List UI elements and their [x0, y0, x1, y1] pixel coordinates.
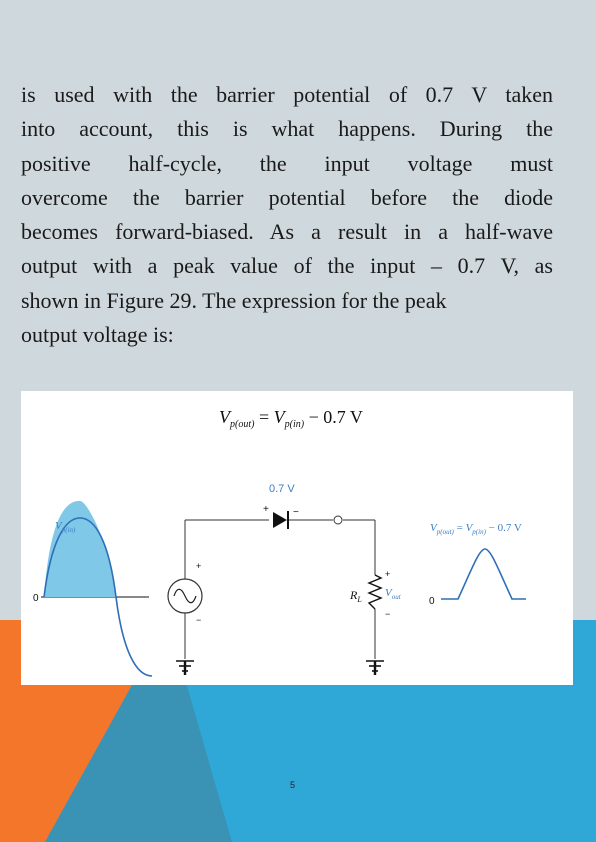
output-waveform [429, 522, 526, 607]
paragraph-line: shown in Figure 29. The expression for the peak [21, 287, 447, 313]
diode-plus-sign: + [263, 504, 269, 515]
source-plus-sign: + [196, 561, 202, 571]
peak-output-equation: $V_{p(out)} = V_{p(in)} - 0.7$ V [219, 407, 363, 430]
diode-symbol [263, 483, 299, 529]
output-peak-label: $V_{p(out)} = V_{p(in)} - 0.7$ V [430, 522, 522, 536]
circuit-wires [185, 520, 375, 659]
input-positive-lobe [44, 501, 116, 597]
paragraph-line: positive half-cycle, the input voltage must [21, 150, 553, 176]
output-terminal [334, 516, 342, 524]
load-ground-icon [366, 661, 384, 675]
load-resistor-label: $R_L$ [350, 588, 362, 604]
circuit-diagram [21, 391, 573, 685]
body-paragraph [21, 78, 553, 352]
circuit-figure [21, 391, 573, 685]
diode-minus-sign: − [293, 507, 299, 518]
vout-minus-sign: − [385, 609, 391, 619]
diode-drop-label: 0.7 V [269, 483, 295, 495]
paragraph-line: is used with the barrier potential of 0.7 V taken [21, 82, 553, 107]
input-zero-label: 0 [33, 593, 39, 604]
paragraph-line: overcome the barrier potential before the diode [21, 184, 553, 210]
vout-label: $V_{out}$ [385, 587, 401, 601]
paragraph-line: output voltage is: [21, 322, 174, 348]
source-minus-sign: − [196, 615, 202, 625]
output-zero-label: 0 [429, 596, 435, 607]
paragraph-line: becomes forward-biased. As a result in a half-wave [21, 219, 553, 245]
input-waveform [33, 501, 152, 676]
paragraph-line: into account, this is what happens. During the [21, 116, 553, 142]
input-peak-label: $V_{p(in)}$ [55, 520, 76, 534]
page-number: 5 [290, 780, 296, 790]
vout-plus-sign: + [385, 569, 391, 579]
source-ground-icon [176, 661, 194, 675]
output-half-wave-curve [441, 549, 526, 599]
paragraph-line: output with a peak value of the input – 0.7 V, as [21, 253, 553, 279]
